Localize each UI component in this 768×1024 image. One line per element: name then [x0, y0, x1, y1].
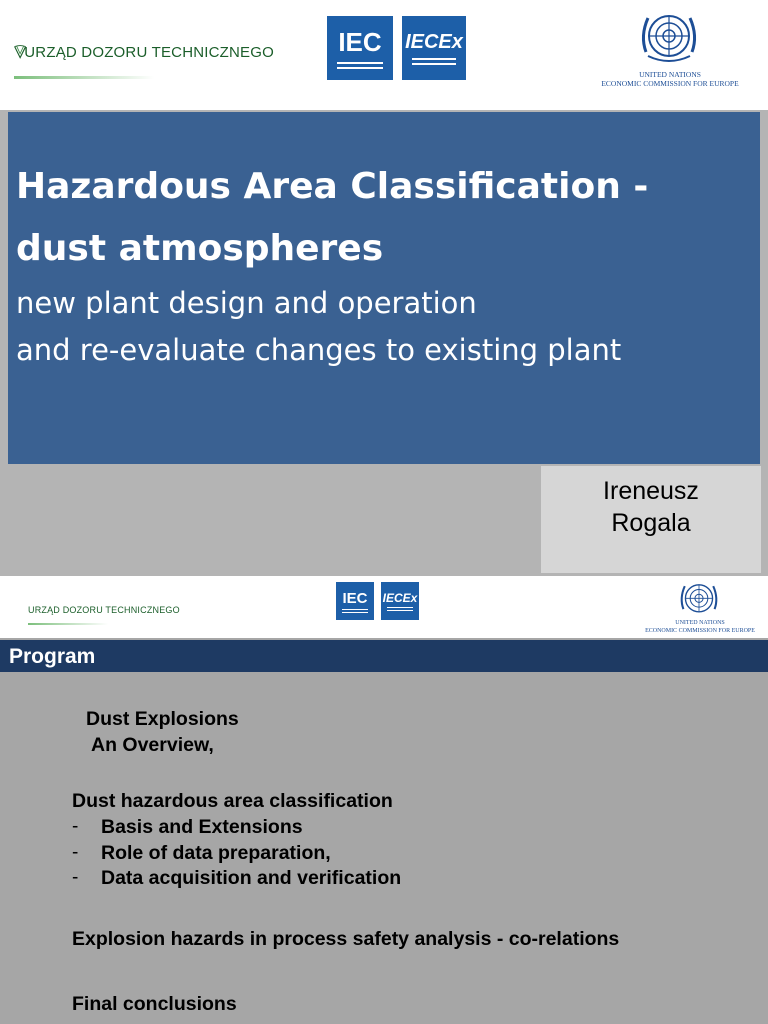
- agenda-item-explosion-hazards: Explosion hazards in process safety analysis - co-relations: [72, 928, 620, 950]
- author-box: [541, 466, 761, 573]
- author-first-name: Ireneusz: [603, 477, 699, 505]
- agenda-subitem-data-acquisition: Data acquisition and verification: [101, 867, 402, 889]
- udt-logo-text: URZĄD DOZORU TECHNICZNEGO: [28, 605, 180, 615]
- program-slide: [0, 576, 768, 1024]
- title-line-2: dust atmospheres: [16, 228, 384, 269]
- iec-lines: [342, 609, 369, 613]
- udt-logo-text: URZĄD DOZORU TECHNICZNEGO: [24, 43, 274, 61]
- iecex-logo: [402, 16, 466, 80]
- subtitle-line-1: new plant design and operation: [16, 286, 477, 320]
- agenda-subitem-data-preparation: Role of data preparation,: [101, 842, 331, 864]
- program-heading-bar: [0, 640, 768, 672]
- iecex-logo: [381, 582, 419, 620]
- un-logo-line2: ECONOMIC COMMISSION FOR EUROPE: [601, 79, 739, 89]
- un-logo-text: [596, 70, 744, 89]
- un-emblem-icon: [672, 578, 726, 620]
- un-emblem-icon: [636, 6, 702, 68]
- agenda-item-classification: Dust hazardous area classification: [72, 790, 393, 812]
- iec-lines: [337, 62, 383, 69]
- agenda-item-overview: An Overview,: [91, 734, 214, 756]
- un-logo-line1: UNITED NATIONS: [675, 620, 725, 626]
- logo-header: [0, 0, 768, 110]
- bullet-dash: -: [72, 842, 79, 863]
- udt-underline: [28, 623, 108, 625]
- iecex-logo-text: IECEx: [405, 31, 463, 53]
- agenda-item-dust-explosions: Dust Explosions: [86, 708, 239, 730]
- un-logo-text: [640, 620, 760, 635]
- author-last-name: Rogala: [611, 509, 691, 537]
- title-box: [8, 112, 760, 464]
- title-line-1: Hazardous Area Classification -: [16, 166, 649, 207]
- bullet-dash: -: [72, 867, 79, 888]
- logo-header: [0, 576, 768, 638]
- agenda-item-final-conclusions: Final conclusions: [72, 993, 237, 1015]
- iec-logo-text: IEC: [338, 27, 382, 57]
- udt-logo: [28, 596, 178, 624]
- un-logo-line2: ECONOMIC COMMISSION FOR EUROPE: [645, 627, 755, 634]
- program-heading: Program: [9, 645, 96, 668]
- iec-logo-text: IEC: [342, 589, 368, 607]
- iecex-lines: [412, 58, 457, 65]
- agenda-subitem-basis: Basis and Extensions: [101, 816, 303, 838]
- iecex-logo-text: IECEx: [382, 591, 418, 605]
- udt-logo: [14, 26, 274, 78]
- subtitle-line-2: and re-evaluate changes to existing plant: [16, 333, 622, 367]
- iecex-lines: [387, 607, 414, 611]
- iec-logo: [327, 16, 393, 80]
- un-logo-line1: UNITED NATIONS: [639, 70, 701, 79]
- udt-underline: [14, 76, 154, 79]
- bullet-dash: -: [72, 816, 79, 837]
- iec-logo: [336, 582, 374, 620]
